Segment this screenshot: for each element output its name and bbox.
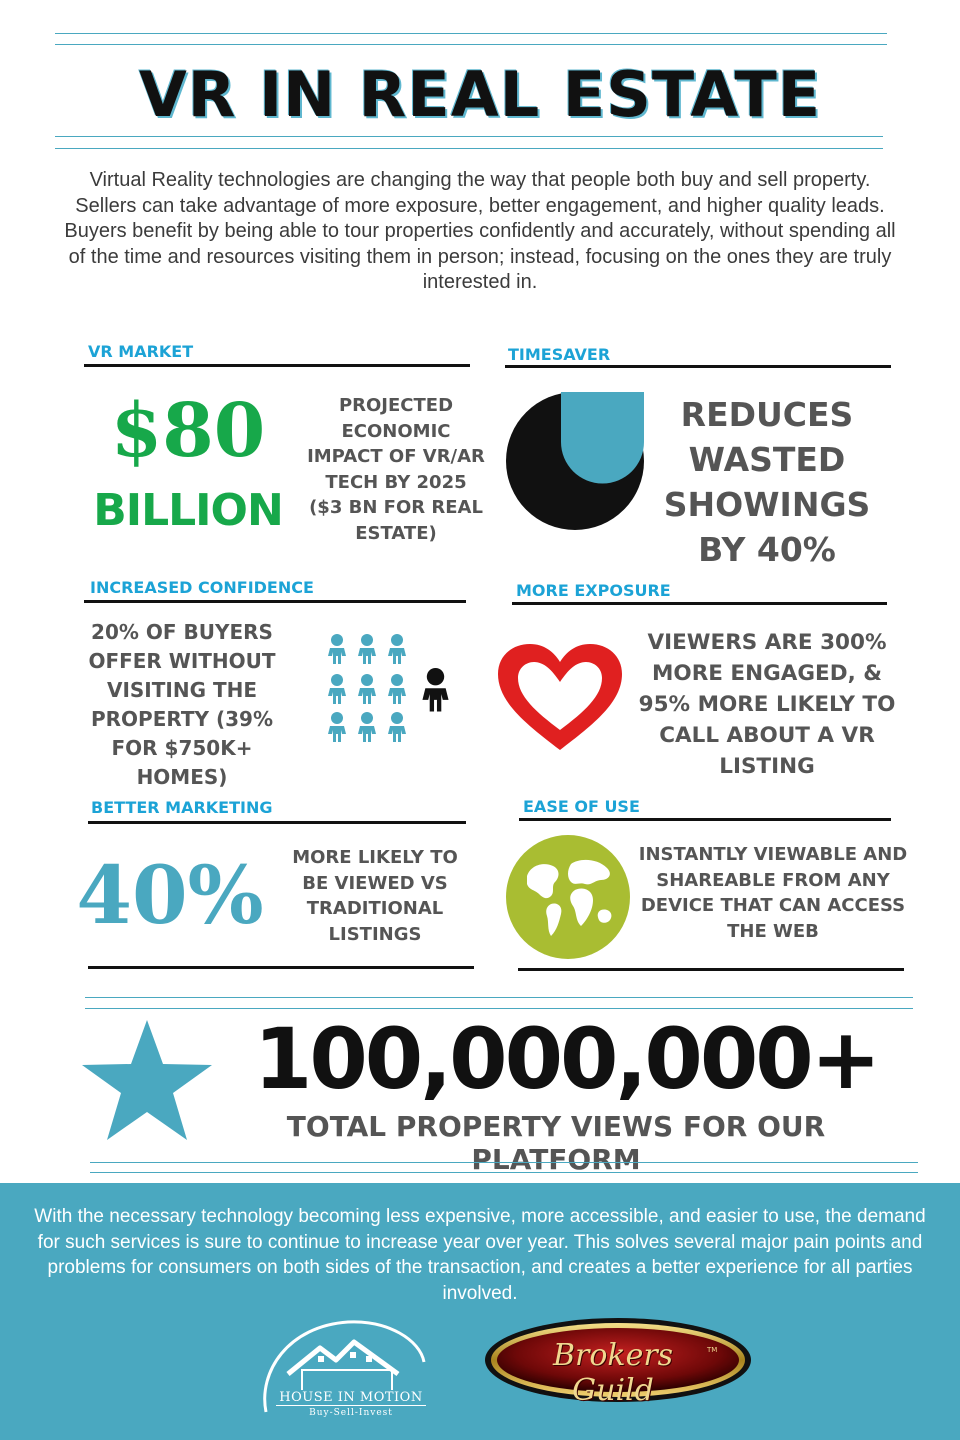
divider bbox=[55, 44, 887, 45]
ease-description: INSTANTLY VIEWABLE AND SHAREABLE FROM ANY DEVICE THAT CAN ACCESS THE WEB bbox=[638, 844, 908, 942]
exposure-description: VIEWERS ARE 300% MORE ENGAGED, & 95% MORE LIKELY TO CALL ABOUT A VR LISTING bbox=[638, 630, 896, 779]
platform-caption: TOTAL PROPERTY VIEWS FOR OUR PLATFORM bbox=[286, 1110, 826, 1176]
heart-icon bbox=[496, 642, 624, 754]
section-label-ease-of-use: EASE OF USE bbox=[523, 797, 640, 816]
page-title: VR IN REAL ESTATE bbox=[138, 58, 822, 131]
divider bbox=[55, 136, 883, 137]
divider bbox=[90, 1162, 918, 1163]
divider bbox=[55, 148, 883, 149]
section-rule bbox=[512, 602, 887, 605]
marketing-description: MORE LIKELY TO BE VIEWED VS TRADITIONAL LISTINGS bbox=[292, 847, 458, 945]
marketing-stat: 40% bbox=[76, 848, 264, 942]
section-rule bbox=[505, 365, 891, 368]
house-in-motion-logo bbox=[258, 1312, 430, 1424]
section-label-vr-market: VR MARKET bbox=[88, 342, 194, 361]
brokers-guild-name: Brokers Guild bbox=[552, 1338, 674, 1408]
market-unit: BILLION bbox=[93, 485, 283, 536]
section-label-increased-confidence: INCREASED CONFIDENCE bbox=[90, 578, 314, 597]
platform-count: 100,000,000+ bbox=[253, 1010, 879, 1108]
section-rule bbox=[519, 818, 891, 821]
pie-chart-icon bbox=[504, 390, 646, 532]
section-rule bbox=[88, 966, 474, 969]
timesaver-description: REDUCES WASTED SHOWINGS BY 40% bbox=[663, 395, 871, 569]
market-description: PROJECTED ECONOMIC IMPACT OF VR/AR TECH BY 2025 ($3 BN FOR REAL ESTATE) bbox=[307, 395, 485, 544]
footer-paragraph: With the necessary technology becoming less expensive, more accessible, and easier to use, the demand for such services is sure to continue to increase year over year. This solves several major pain points and problems for consumers on both sides of the transaction, and creates a better experience for all parties involved. bbox=[34, 1206, 926, 1304]
brokers-guild-logo bbox=[483, 1316, 753, 1408]
people-icon bbox=[325, 632, 460, 746]
section-rule bbox=[84, 600, 466, 603]
divider bbox=[90, 1172, 918, 1173]
market-amount: $80 bbox=[110, 388, 266, 474]
intro-paragraph: Virtual Reality technologies are changing the way that people both buy and sell property. Sellers can take advantage of more exposure, better engagement, and higher quality leads. Buyers benefit by being able to tour properties confidently and accurately, without spending all of the time and resources visiting them in person; instead, focusing on the ones they are truly interested in. bbox=[64, 169, 896, 293]
house-logo-name: HOUSE IN MOTION bbox=[276, 1390, 426, 1406]
star-icon bbox=[80, 1018, 214, 1142]
section-label-more-exposure: MORE EXPOSURE bbox=[516, 581, 671, 600]
brokers-guild-tm: TM bbox=[707, 1346, 718, 1354]
section-rule bbox=[88, 821, 466, 824]
section-label-better-marketing: BETTER MARKETING bbox=[91, 798, 273, 817]
divider bbox=[85, 1008, 913, 1009]
section-rule bbox=[84, 364, 470, 367]
divider bbox=[55, 33, 887, 34]
divider bbox=[85, 997, 913, 998]
section-label-timesaver: TIMESAVER bbox=[508, 345, 611, 364]
section-rule bbox=[518, 968, 904, 971]
house-logo-tagline: Buy-Sell-Invest bbox=[309, 1408, 393, 1418]
confidence-description: 20% OF BUYERS OFFER WITHOUT VISITING THE PROPERTY (39% FOR $750K+ HOMES) bbox=[88, 620, 276, 789]
globe-icon bbox=[505, 834, 631, 960]
